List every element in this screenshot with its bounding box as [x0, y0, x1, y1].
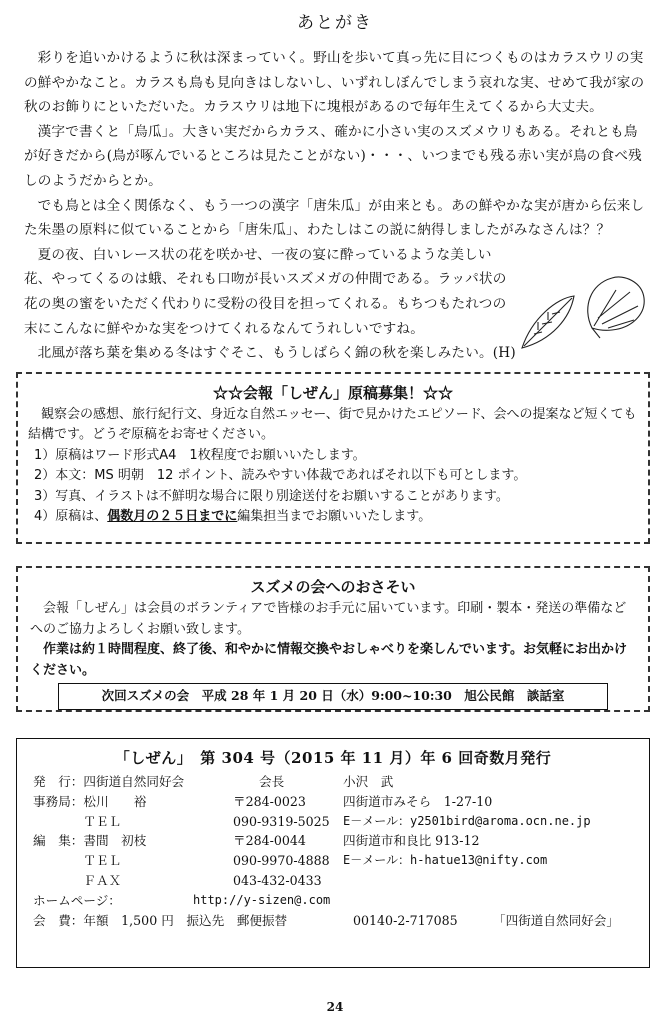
leaves-illustration	[512, 268, 652, 358]
essay-paragraph: でも鳥とは全く関係なく、もう一つの漢字「唐朱瓜」が由来とも。あの鮮やかな実が唐から伝来した朱墨の原料に似ていることから「唐朱瓜」、わたしはこの説に納得しましたがみなさんは？？	[24, 197, 645, 239]
essay-paragraph: 夏の夜、白いレース状の花を咲かせ、一夜の宴に酔っているような美しい花、やってくるのは蛾、それも口吻が長いスズメガの仲間である。ラッパ状の花の奥の蜜をいただく代わりに受粉の役目を担ってくれる。もちつもたれつの末にこんなに鮮やかな実をつけてくれるなんてうれしいですね。	[24, 246, 507, 337]
colophon-cell: 「四街道自然同好会」	[493, 912, 619, 928]
colophon-cell: ＴＥＬ	[33, 813, 122, 829]
essay-paragraph: 彩りを追いかけるように秋は深まっていく。野山を歩いて真っ先に目につくものはカラスウリの実の鮮やかなこと。カラスも鳥も見向きはしないし、いずれしぼんでしまう哀れな実、せめて我が家の秋のお飾りにといただいた。カラスウリは地下に塊根があるので毎年生えてくるから大丈夫。	[24, 50, 645, 116]
essay-paragraph: 漢字で書くと「烏瓜」。大きい実だからカラス、確かに小さい実のスズメウリもある。それとも鳥が好きだから(鳥が啄んでいるところは見たことがない)・・・、いつまでも残る赤い実が鳥の食べ残しのようだからとか。	[24, 123, 642, 189]
recruit-item-prefix: 4）原稿は、	[34, 509, 108, 525]
manuscript-recruit-box	[16, 372, 650, 544]
recruit-title: ☆☆会報「しぜん」原稿募集！☆☆	[212, 384, 453, 402]
page-title: あとがき	[297, 13, 373, 33]
colophon-cell: 四街道市みそら 1-27-10	[343, 793, 493, 809]
colophon-cell: 四街道市和良比 913-12	[343, 833, 480, 849]
colophon-cell: 事務局：松川 裕	[33, 793, 147, 809]
colophon-cell: 090-9319-5025	[233, 813, 330, 829]
colophon-cell: 〒284-0044	[233, 833, 306, 849]
colophon-row	[33, 831, 649, 851]
colophon-cell: ＦＡＸ	[33, 872, 122, 888]
recruit-item-suffix: 編集担当までお願いいたします。	[237, 509, 432, 525]
recruit-intro: 観察会の感想、旅行紀行文、身近な自然エッセー、街で見かけたエピソード、会への提案など短くても結構です。どうぞ原稿をお寄せください。	[28, 407, 637, 443]
suzume-title: スズメの会へのおさそい	[250, 578, 416, 596]
colophon-cell: ＴＥＬ	[33, 853, 122, 869]
colophon-box	[16, 738, 650, 968]
colophon-cell: E－メール：h-hatue13@nifty.com	[343, 853, 548, 868]
recruit-item: 3）写真、イラストは不鮮明な場合に限り別途送付をお願いすることがあります。	[34, 488, 509, 504]
colophon-cell: E－メール：y2501bird@aroma.ocn.ne.jp	[343, 813, 591, 828]
colophon-grid	[17, 772, 649, 930]
colophon-cell: 090-9970-4888	[233, 853, 330, 869]
colophon-cell: 00140-2-717085	[353, 912, 458, 928]
page-number: 24	[326, 1000, 344, 1014]
colophon-row	[33, 851, 649, 871]
colophon-cell: 会 費：年額 1,500 円 振込先 郵便振替	[33, 912, 288, 928]
recruit-item: 1）原稿はワード形式A4 1枚程度でお願いいたします。	[34, 447, 366, 463]
colophon-cell: 043-432-0433	[233, 872, 322, 888]
colophon-row	[33, 891, 649, 911]
suzume-line: 作業は約１時間程度、終了後、和やかに情報交換やおしゃべりを楽しんでいます。お気軽にお出かけください。	[30, 642, 627, 678]
deadline-emphasis: 偶数月の２５日までに	[107, 509, 238, 525]
colophon-cell: http://y-sizen@.com	[193, 892, 331, 907]
colophon-row	[33, 871, 649, 891]
colophon-row	[33, 911, 649, 931]
colophon-cell: 小沢 武	[343, 774, 394, 789]
next-meeting: 次回スズメの会 平成 28 年 1 月 20 日（水）9:00~10:30 旭公民館 談話室	[58, 683, 608, 710]
colophon-cell: ホームページ：	[33, 892, 121, 908]
colophon-cell: 編 集：書間 初枝	[33, 833, 147, 849]
essay-paragraph: 北風が落ち葉を集める冬はすぐそこ、もうしばらく錦の秋を楽しみたい。(H)	[37, 345, 516, 362]
recruit-item: 2）本文：MS 明朝 12 ポイント、読みやすい体裁であればそれ以下も可とします。	[34, 468, 527, 484]
colophon-row	[33, 792, 649, 812]
colophon-cell: 発 行：四街道自然同好会	[33, 774, 185, 789]
colophon-cell: 会長	[259, 774, 285, 789]
colophon-cell: 〒284-0023	[233, 793, 306, 809]
suzume-line: 会報「しぜん」は会員のボランティアで皆様のお手元に届いています。印刷・製本・発送の準備などへのご協力よろしくお願い致します。	[30, 601, 627, 637]
suzume-invite-box	[16, 566, 650, 712]
colophon-row	[33, 812, 649, 832]
recruit-item	[34, 507, 638, 527]
issue-header: 「しぜん」 第 304 号（2015 年 11 月）年 6 回奇数月発行	[114, 749, 552, 767]
colophon-row	[33, 772, 649, 792]
